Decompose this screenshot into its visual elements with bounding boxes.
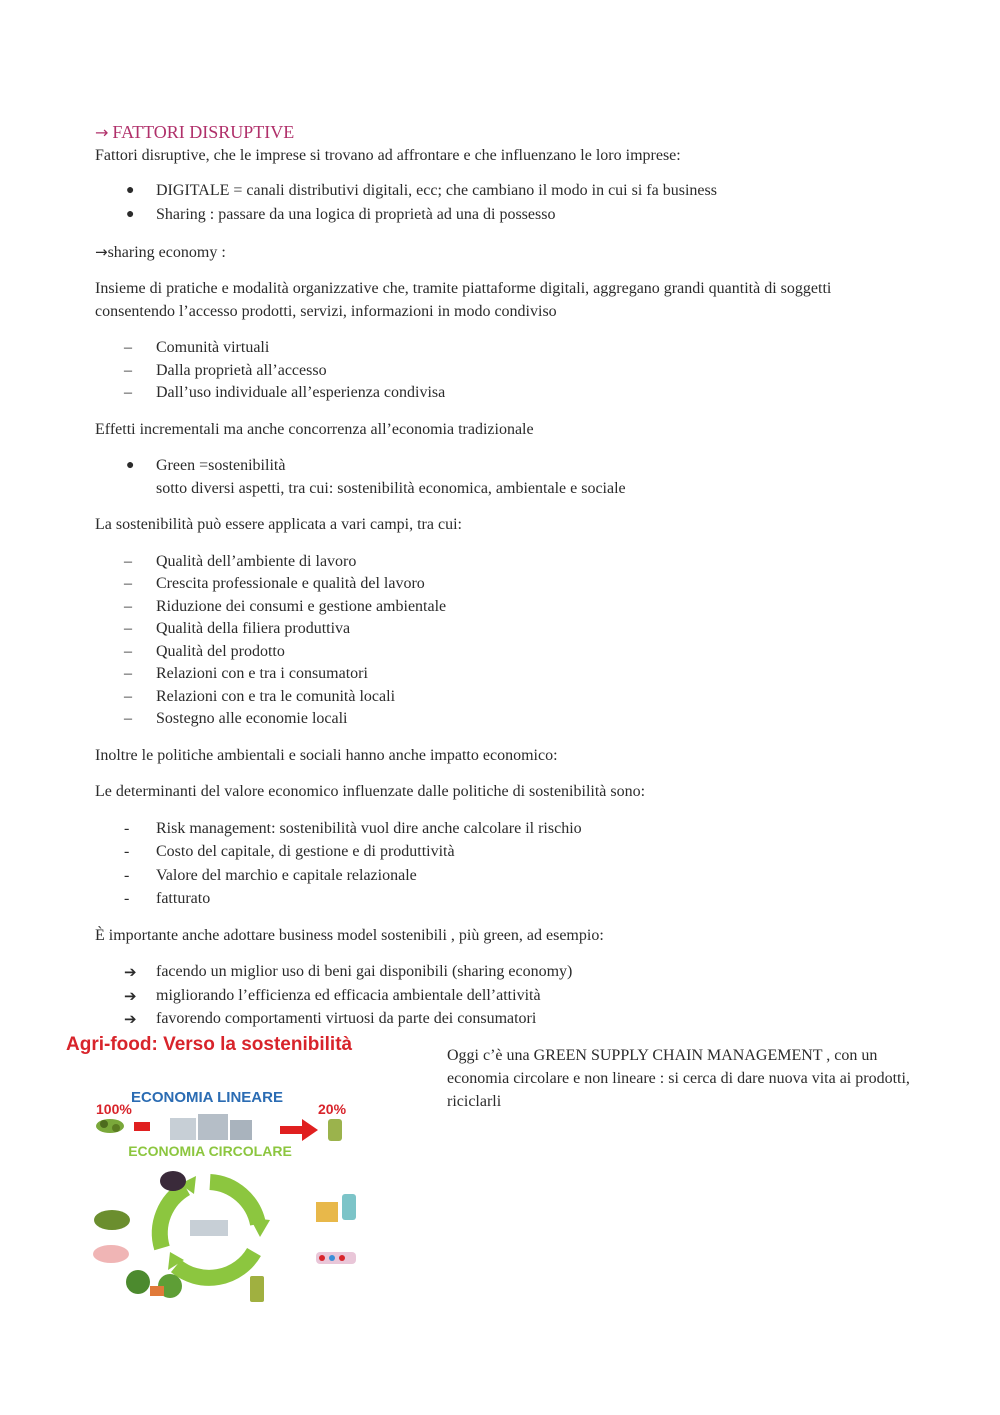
document-body bbox=[95, 120, 915, 1031]
list-item: ➔ facendo un miglior uso di beni gai disponibili (sharing economy) bbox=[95, 961, 915, 984]
arrow-right-icon: → bbox=[95, 242, 108, 261]
list-item: – Qualità del prodotto bbox=[124, 642, 285, 660]
bullet-list-disruptive bbox=[95, 180, 915, 227]
list-item: ● Sharing : passare da una logica di proprietà ad una di possesso bbox=[95, 204, 915, 227]
list-item: – Relazioni con e tra i consumatori bbox=[124, 665, 368, 682]
list-item: ● Green =sostenibilità sotto diversi aspetti, tra cui: sostenibilità economica, ambientale e sociale bbox=[126, 457, 626, 497]
supply-chain-paragraph: Oggi c’è una GREEN SUPPLY CHAIN MANAGEMENT , con un economia circolare e non lineare : si cerca di dare nuova vita ai prodotti, riciclarli bbox=[447, 1047, 910, 1110]
pct-start-label: 100% bbox=[96, 1101, 132, 1117]
olive-branch-icon bbox=[94, 1210, 130, 1230]
list-item: ➔ migliorando l’efficienza ed efficacia ambientale dell’attività bbox=[95, 985, 915, 1008]
arrow-right-icon: ➔ bbox=[124, 1010, 137, 1028]
tree-icon bbox=[126, 1270, 150, 1294]
bullet-icon: ● bbox=[126, 182, 135, 198]
jar-icon bbox=[250, 1276, 264, 1302]
red-dash-1 bbox=[134, 1122, 150, 1131]
list-item: – Dall’uso individuale all’esperienza condivisa bbox=[124, 384, 446, 401]
olives-icon bbox=[96, 1119, 124, 1133]
sharing-heading: →sharing economy : bbox=[95, 242, 226, 261]
sustainability-intro: La sostenibilità può essere applicata a vari campi, tra cui: bbox=[95, 516, 462, 533]
list-item: – Sostegno alle economie locali bbox=[124, 710, 348, 727]
intro-paragraph: Fattori disruptive, che le imprese si trovano ad affrontare e che influenzano le loro imprese: bbox=[95, 147, 681, 164]
business-paragraph: È importante anche adottare business model sostenibili , più green, ad esempio: bbox=[95, 926, 604, 944]
list-item: – Comunità virtuali bbox=[124, 339, 270, 356]
linear-economy-label: ECONOMIA LINEARE bbox=[131, 1089, 283, 1106]
determinanti-paragraph: Le determinanti del valore economico influenzate dalle politiche di sostenibilità sono: bbox=[95, 783, 646, 800]
agrifood-figure bbox=[66, 1034, 366, 1309]
pct-end-label: 20% bbox=[318, 1101, 347, 1117]
list-item: – Relazioni con e tra le comunità locali bbox=[124, 687, 396, 705]
dash-list-sharing bbox=[95, 337, 915, 405]
list-item: - fatturato bbox=[124, 890, 211, 907]
list-item: – Riduzione dei consumi e gestione ambientale bbox=[124, 597, 447, 615]
dash-list-sustainability bbox=[95, 551, 915, 731]
list-item: – Qualità della filiera produttiva bbox=[124, 620, 351, 637]
arrow-list-business bbox=[95, 961, 915, 1031]
recycle-cycle-icon bbox=[160, 1176, 270, 1278]
list-item: – Crescita professionale e qualità del lavoro bbox=[124, 575, 425, 592]
list-item: - Valore del marchio e capitale relazionale bbox=[124, 866, 417, 884]
list-item: – Dalla proprietà all’accesso bbox=[124, 361, 327, 379]
list-item: - Risk management: sostenibilità vuol dire anche calcolare il rischio bbox=[124, 819, 582, 837]
politiche-paragraph: Inoltre le politiche ambientali e sociali hanno anche impatto economico: bbox=[95, 746, 558, 764]
circular-economy-illustration bbox=[66, 1034, 366, 1309]
list-item: – Qualità dell’ambiente di lavoro bbox=[124, 552, 357, 570]
hyphen-list-determinanti bbox=[95, 818, 915, 911]
arrow-right-icon: ➔ bbox=[124, 986, 137, 1005]
section-heading bbox=[95, 120, 915, 145]
heading-text: FATTORI DISRUPTIVE bbox=[112, 122, 295, 142]
red-arrow-icon bbox=[280, 1119, 318, 1141]
list-item: ➔ favorendo comportamenti virtuosi da parte dei consumatori bbox=[95, 1008, 915, 1031]
sharing-definition: Insieme di pratiche e modalità organizzative che, tramite piattaforme digitali, aggregano grandi quantità di soggetti consentendo l’accesso prodotti, servizi, informazioni in modo condiviso bbox=[95, 280, 832, 320]
arrow-right-icon: ➔ bbox=[124, 963, 137, 981]
effects-paragraph: Effetti incrementali ma anche concorrenza all’economia tradizionale bbox=[95, 420, 534, 438]
pot-icon bbox=[160, 1171, 186, 1191]
bullet-list-green bbox=[95, 455, 915, 500]
arrow-right-icon: → bbox=[95, 123, 109, 142]
bottle-icon bbox=[328, 1119, 342, 1141]
figure-title: Agri-food: Verso la sostenibilità bbox=[66, 1034, 353, 1055]
list-item: - Costo del capitale, di gestione e di produttività bbox=[124, 843, 455, 860]
bullet-icon: ● bbox=[126, 458, 135, 473]
pig-icon bbox=[93, 1245, 129, 1263]
bullet-icon: ● bbox=[126, 207, 135, 222]
list-item: ● DIGITALE = canali distributivi digitali, ecc; che cambiano il modo in cui si fa business bbox=[95, 180, 915, 203]
soap-icon bbox=[316, 1202, 338, 1222]
circular-economy-label: ECONOMIA CIRCOLARE bbox=[128, 1143, 292, 1159]
figure-section bbox=[66, 1034, 926, 1314]
factory-icon bbox=[170, 1118, 196, 1140]
